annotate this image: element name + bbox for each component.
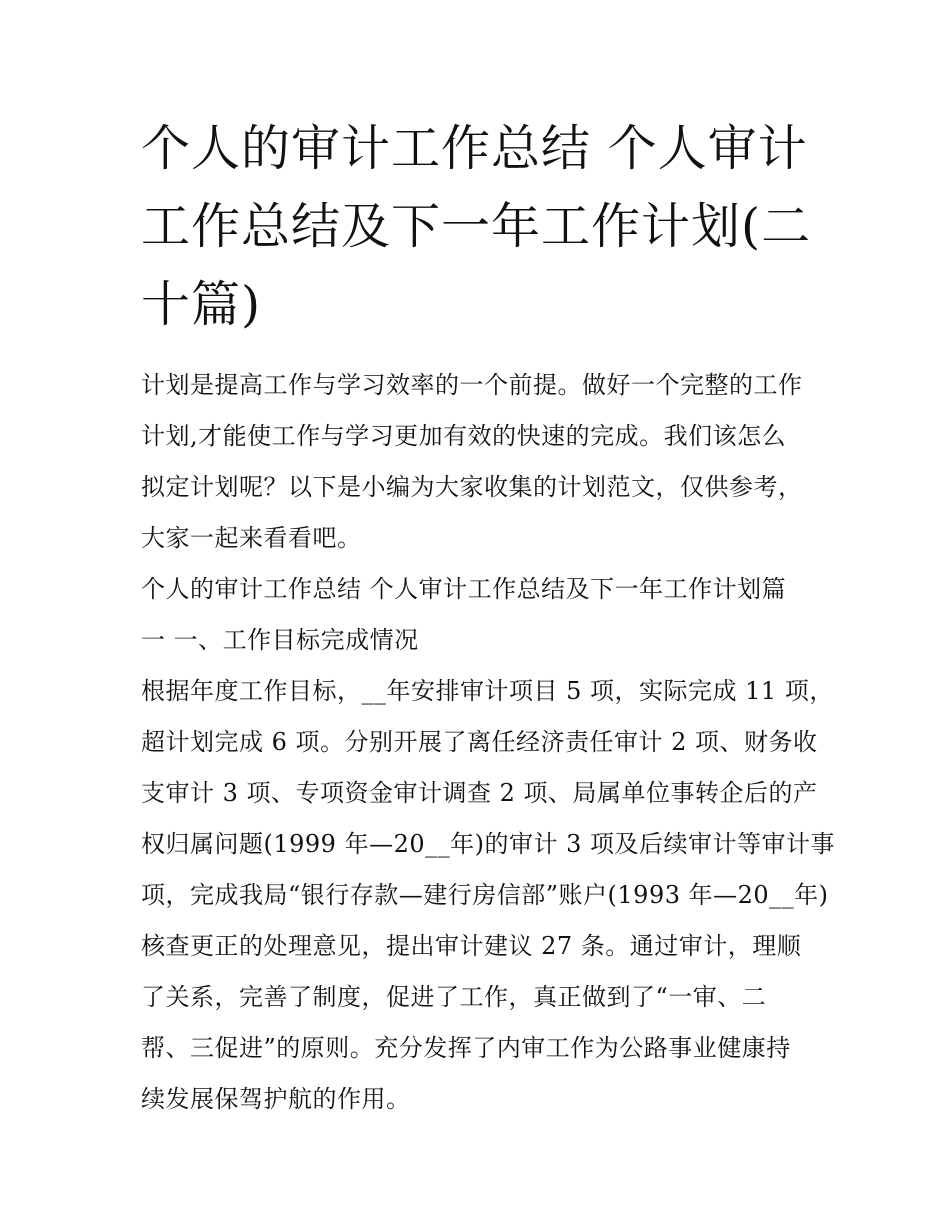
body-line: 核查更正的处理意见，提出审计建议 27 条。通过审计，理顺 [141, 932, 802, 960]
document-title [141, 110, 813, 344]
section-heading-line: 个人的审计工作总结 个人审计工作总结及下一年工作计划篇 [141, 575, 787, 603]
body-line: 超计划完成 6 项。分别开展了离任经济责任审计 2 项、财务收 [141, 728, 818, 756]
title-line: 个人的审计工作总结 个人审计 [141, 120, 808, 177]
body-line: 续发展保驾护航的作用。 [141, 1085, 411, 1113]
body-line: 项，完成我局“银行存款—建行房信部”账户(1993 年—20__年) [141, 881, 829, 909]
body-line: 根据年度工作目标，__年安排审计项目 5 项，实际完成 11 项， [141, 677, 834, 705]
body-line: 支审计 3 项、专项资金审计调查 2 项、局属单位事转企后的产 [141, 779, 818, 807]
section-heading-line: 一 一、工作目标完成情况 [141, 626, 419, 654]
body-line: 计划,才能使工作与学习更加有效的快速的完成。我们该怎么 [141, 422, 787, 450]
body-line: 计划是提高工作与学习效率的一个前提。做好一个完整的工作 [141, 371, 803, 399]
document-body [141, 360, 835, 1125]
title-line: 十篇) [141, 276, 262, 333]
document-page [141, 110, 835, 1125]
body-line: 拟定计划呢？以下是小编为大家收集的计划范文，仅供参考， [141, 473, 803, 501]
body-line: 了关系，完善了制度，促进了工作，真正做到了“一审、二 [141, 983, 767, 1011]
body-line: 大家一起来看看吧。 [141, 524, 362, 552]
body-line: 帮、三促进”的原则。充分发挥了内审工作为公路事业健康持 [141, 1034, 791, 1062]
title-line: 工作总结及下一年工作计划(二 [141, 198, 812, 255]
body-line: 权归属问题(1999 年—20__年)的审计 3 项及后续审计等审计事 [141, 830, 835, 858]
